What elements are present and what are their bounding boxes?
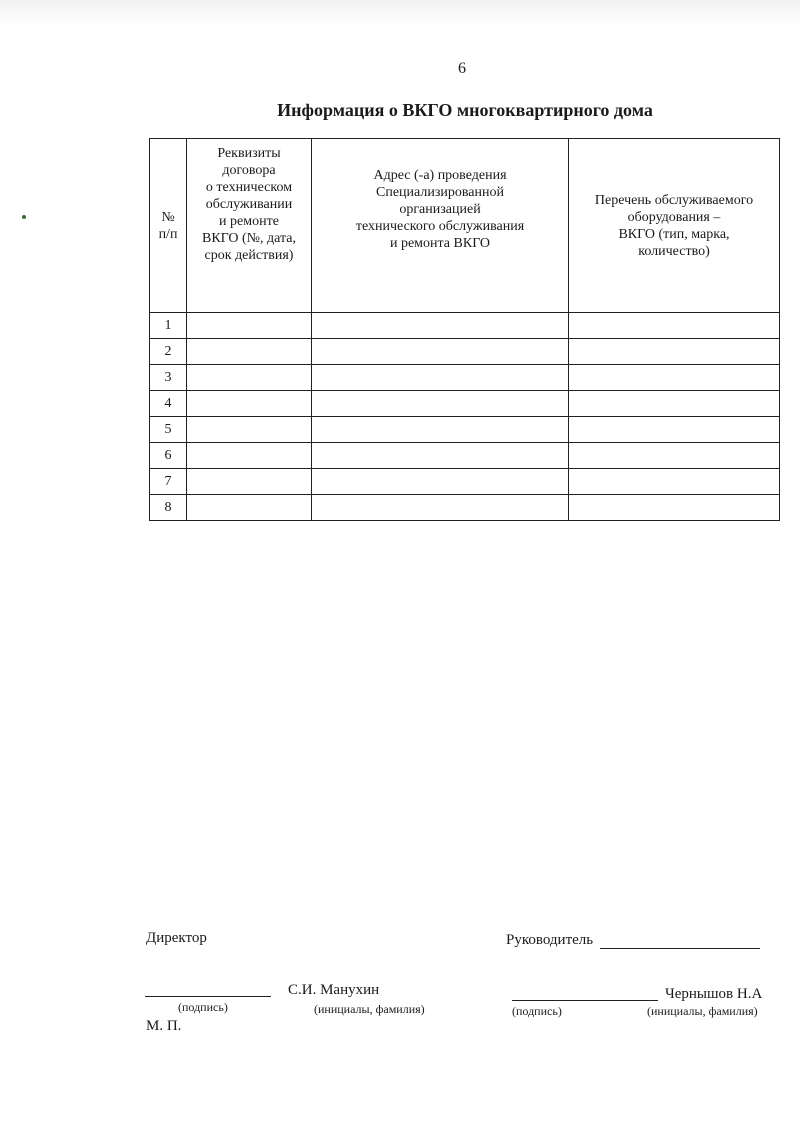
left-signature-caption: (подпись)	[178, 1000, 228, 1014]
table-row: 1	[150, 313, 780, 339]
right-signature-caption: (подпись)	[512, 1004, 562, 1018]
head-title-line	[600, 948, 760, 949]
stamp-label: М. П.	[146, 1018, 182, 1034]
director-signature-line	[145, 996, 271, 997]
table-row: 7	[150, 469, 780, 495]
header-address: Адрес (-а) проведения Специализированной организацией технического обслуживания и ремонта ВКГО	[312, 139, 569, 313]
left-name-caption: (инициалы, фамилия)	[314, 1002, 425, 1016]
head-name: Чернышов Н.А	[665, 986, 763, 1002]
right-name-caption: (инициалы, фамилия)	[647, 1004, 758, 1018]
table-row: 3	[150, 365, 780, 391]
page-number: 6	[458, 60, 466, 77]
table-row: 8	[150, 495, 780, 521]
document-title: Информация о ВКГО многоквартирного дома	[277, 100, 653, 120]
table-row: 4	[150, 391, 780, 417]
scan-top-edge	[0, 0, 800, 28]
director-name: С.И. Манухин	[288, 982, 380, 998]
table-row: 2	[150, 339, 780, 365]
scan-speck	[22, 215, 26, 219]
head-signature-line	[512, 1000, 658, 1001]
header-number: № п/п	[150, 139, 187, 313]
head-label: Руководитель	[506, 932, 594, 948]
table-row: 6	[150, 443, 780, 469]
header-equipment: Перечень обслуживаемого оборудования – ВКГО (тип, марка, количество)	[569, 139, 780, 313]
header-contract: Реквизиты договора о техническом обслуживании и ремонте ВКГО (№, дата, срок действия)	[187, 139, 312, 313]
vkgo-table	[149, 138, 780, 521]
table-row: 5	[150, 417, 780, 443]
director-label: Директор	[146, 930, 207, 946]
table-header-row	[150, 139, 780, 313]
